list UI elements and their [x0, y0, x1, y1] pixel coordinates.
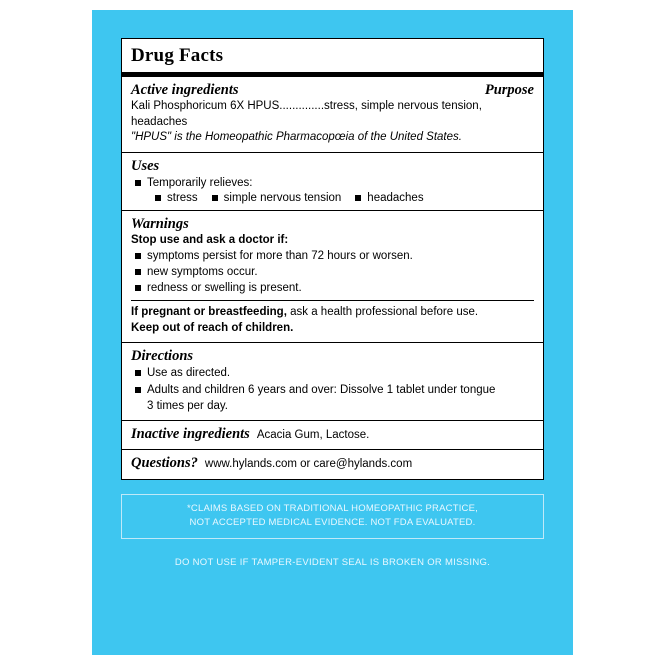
- hpus-note: "HPUS" is the Homeopathic Pharmacopœia of the United States.: [131, 131, 462, 144]
- product-package: [92, 10, 573, 655]
- active-ingredients-section: [122, 77, 543, 153]
- questions-contact: www.hylands.com or care@hylands.com: [204, 458, 413, 471]
- drug-facts-panel: [121, 38, 544, 480]
- list-item: [135, 248, 534, 264]
- keep-out-of-reach: Keep out of reach of children.: [131, 321, 294, 334]
- tamper-evident-notice: DO NOT USE IF TAMPER-EVIDENT SEAL IS BROKEN OR MISSING.: [174, 557, 491, 568]
- list-item: [355, 192, 423, 204]
- claims-disclaimer-box: [121, 494, 544, 539]
- bullet-square-icon: [212, 195, 218, 201]
- list-item: [135, 382, 534, 398]
- bullet-square-icon: [135, 370, 141, 376]
- bullet-square-icon: [135, 180, 141, 186]
- drug-facts-title: Drug Facts: [122, 39, 543, 77]
- direction-item-continuation: 3 times per day.: [147, 399, 228, 412]
- bullet-square-icon: [135, 387, 141, 393]
- active-ingredients-heading: Active ingredients: [131, 82, 239, 98]
- claims-line-1: *CLAIMS BASED ON TRADITIONAL HOMEOPATHIC PRACTICE,: [187, 503, 478, 514]
- list-item: [135, 280, 534, 296]
- bullet-square-icon: [135, 253, 141, 259]
- bullet-square-icon: [155, 195, 161, 201]
- directions-heading: Directions: [131, 348, 194, 365]
- direction-item-label: Use as directed.: [147, 367, 231, 380]
- directions-section: [122, 343, 543, 420]
- uses-heading: Uses: [131, 157, 160, 174]
- divider: [131, 300, 534, 301]
- pregnancy-warning: [131, 305, 534, 321]
- uses-item-list: [155, 192, 534, 204]
- questions-section: [122, 450, 543, 479]
- uses-bullet-label: Temporarily relieves:: [147, 176, 253, 189]
- uses-section: [122, 153, 543, 211]
- list-item: [135, 365, 534, 381]
- warning-item-label: symptoms persist for more than 72 hours or worsen.: [147, 250, 413, 263]
- uses-bullet: [135, 175, 534, 191]
- list-item: [212, 192, 342, 204]
- direction-item-label: Adults and children 6 years and over: Dissolve 1 tablet under tongue: [147, 383, 496, 396]
- questions-heading: Questions?: [131, 455, 198, 472]
- purpose-heading: Purpose: [484, 82, 534, 98]
- list-item: [155, 192, 198, 204]
- warning-item-label: new symptoms occur.: [147, 266, 258, 279]
- bullet-square-icon: [135, 269, 141, 275]
- pregnancy-warning-bold: If pregnant or breastfeeding,: [131, 306, 287, 319]
- pregnancy-warning-rest: ask a health professional before use.: [286, 306, 479, 319]
- bullet-square-icon: [355, 195, 361, 201]
- claims-line-2: NOT ACCEPTED MEDICAL EVIDENCE. NOT FDA EVALUATED.: [189, 516, 476, 528]
- stop-use-label: Stop use and ask a doctor if:: [131, 233, 289, 246]
- warnings-heading: Warnings: [131, 215, 189, 232]
- active-ingredient-line: Kali Phosphoricum 6X HPUS..............stress, simple nervous tension, headaches: [131, 100, 482, 128]
- inactive-ingredients-section: [122, 421, 543, 451]
- list-item: [135, 264, 534, 280]
- uses-item-label: simple nervous tension: [223, 191, 342, 204]
- warning-item-label: redness or swelling is present.: [147, 282, 302, 295]
- uses-item-label: stress: [167, 191, 198, 204]
- inactive-ingredients-heading: Inactive ingredients: [131, 425, 250, 442]
- bullet-square-icon: [135, 285, 141, 291]
- warnings-section: [122, 211, 543, 344]
- inactive-ingredients-value: Acacia Gum, Lactose.: [256, 428, 370, 441]
- uses-item-label: headaches: [367, 191, 424, 204]
